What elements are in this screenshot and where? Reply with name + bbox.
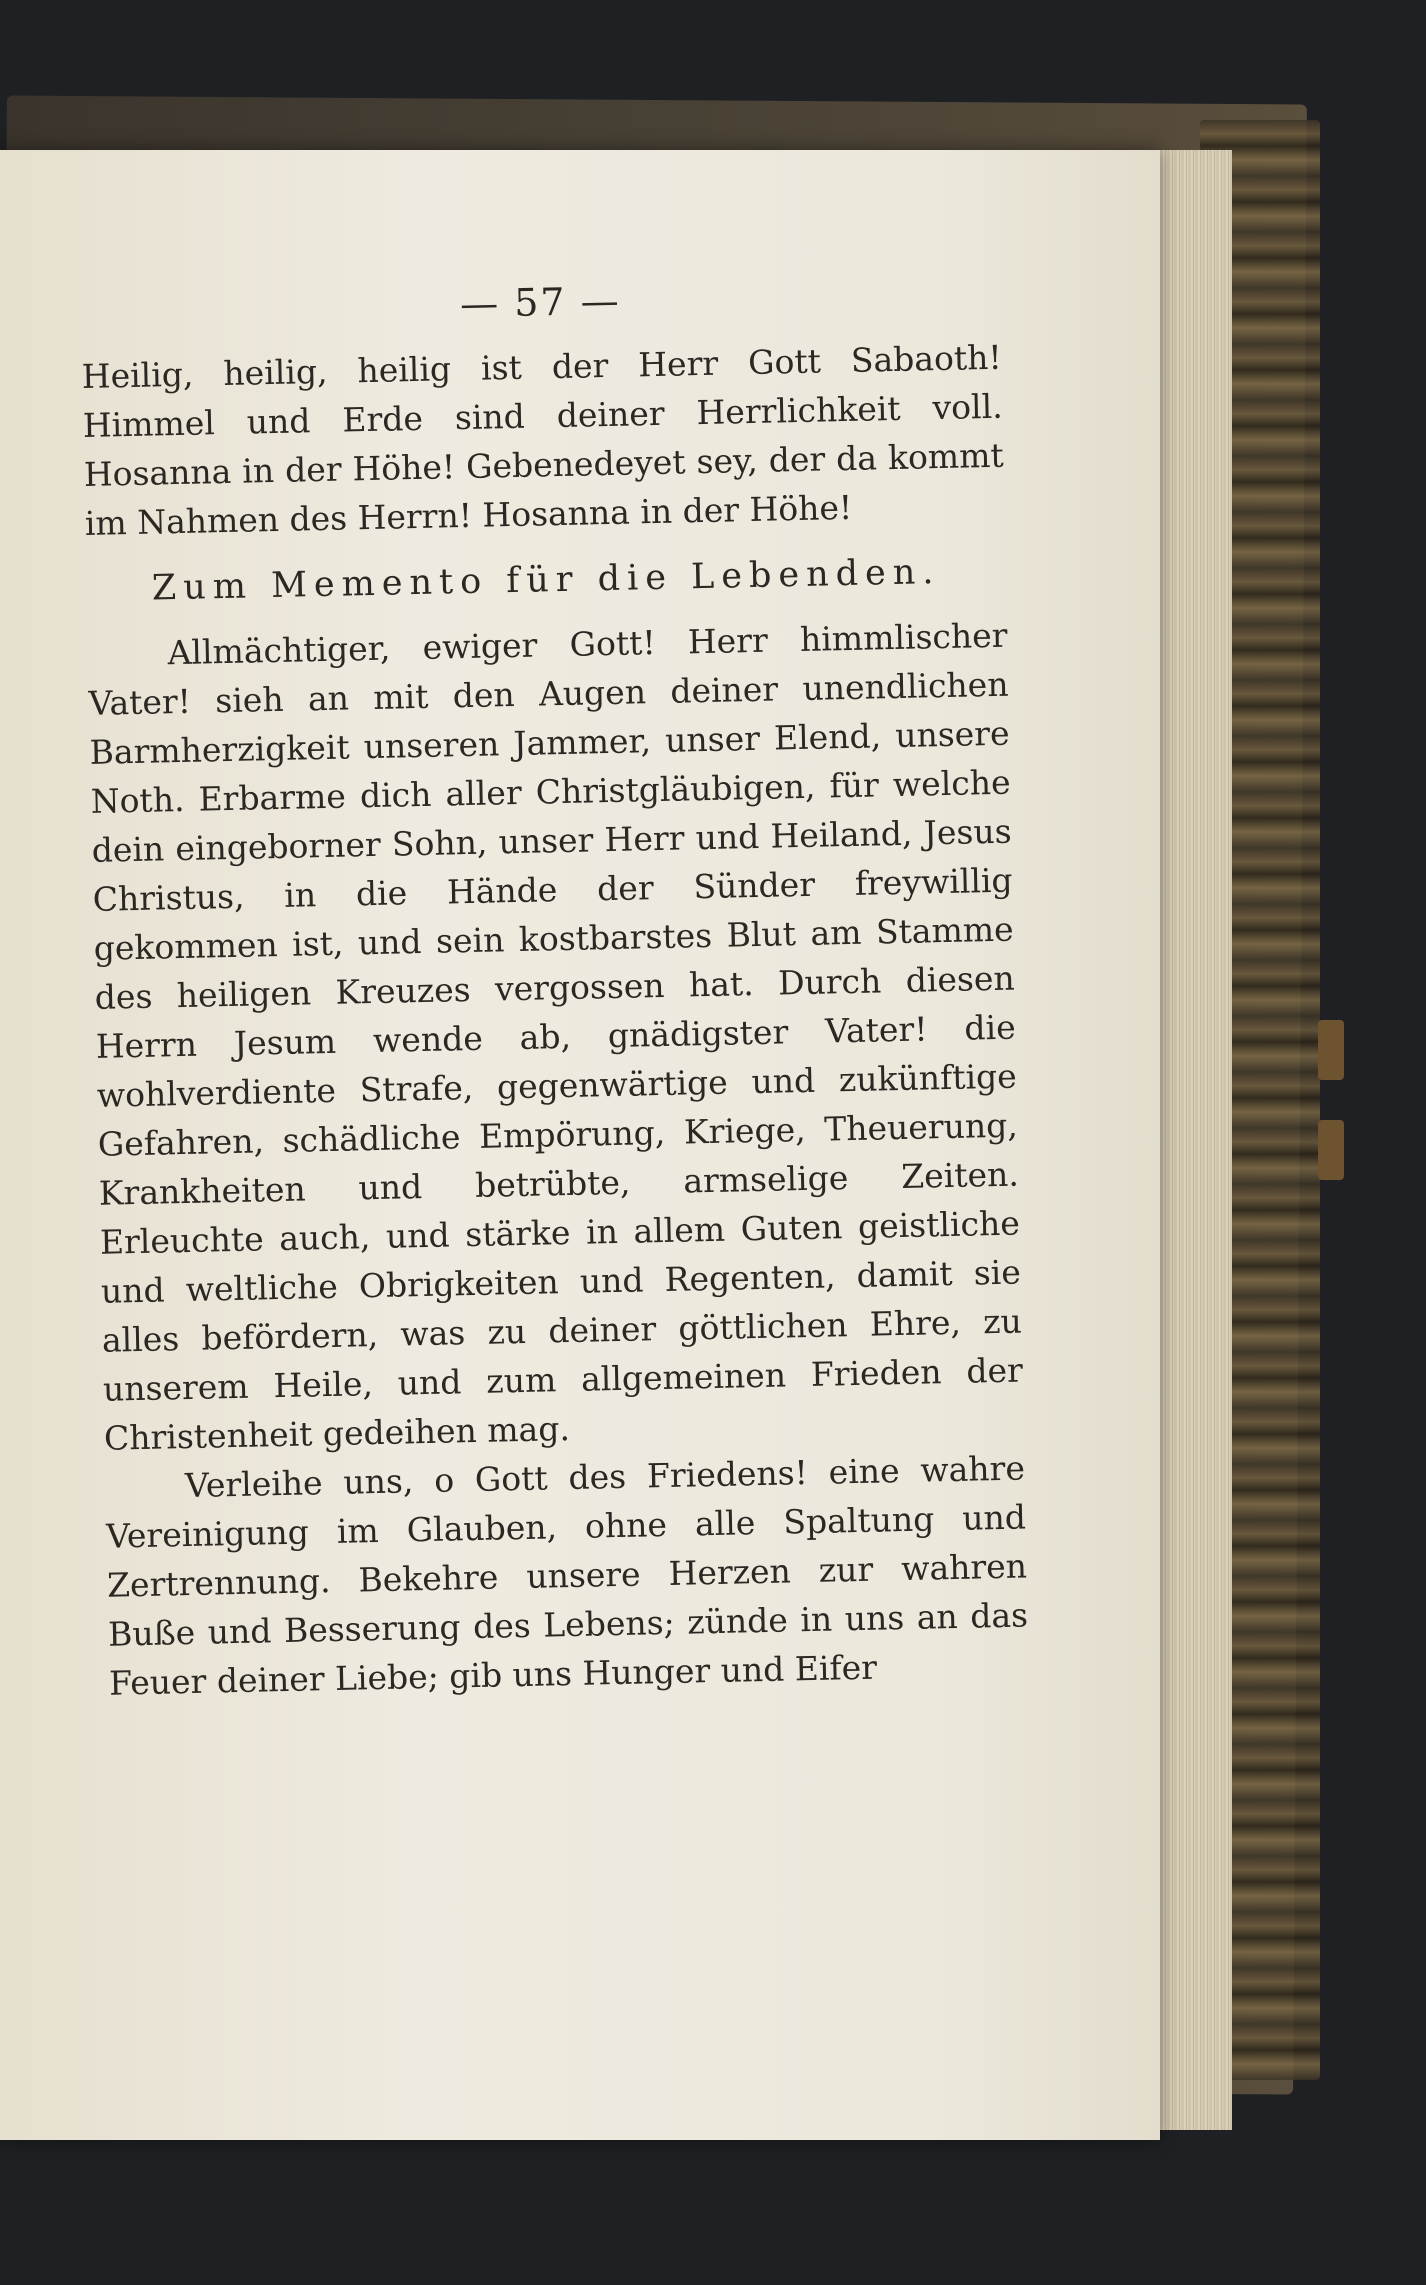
- clasp-upper: [1318, 1020, 1344, 1080]
- clasp-lower: [1318, 1120, 1344, 1180]
- page-edges: [1150, 150, 1232, 2130]
- prayer-paragraph-2: Verleihe uns, o Gott des Friedens! eine wahre Vereinigung im Glauben, ohne alle Spaltung und Zertrennung. Bekehre unsere Herzen zur wahren Buße und Besserung des Lebens; zünde in uns an das Feuer deiner Liebe; gib uns Hunger und Eifer: [105, 1448, 1029, 1703]
- intro-paragraph: Heilig, heilig, heilig ist der Herr Gott Sabaoth! Himmel und Erde sind deiner Herrlichkeit voll. Hosanna in der Höhe! Gebenedeyet sey, der da kommt im Nahmen des Herrn! Hosanna in der Höhe!: [81, 337, 1005, 543]
- page-text: [80, 271, 1029, 1708]
- book-page: [0, 150, 1160, 2140]
- page-number: — 57 —: [459, 278, 622, 327]
- prayer-paragraph-1: Allmächtiger, ewiger Gott! Herr himmlischer Vater! sieh an mit den Augen deiner unendlichen Barmherzigkeit unseren Jammer, unser Elend, unsere Noth. Erbarme dich aller Christgläubigen, für welche dein eingeborner Sohn, unser Herr und Heiland, Jesus Christus, in die Hände der Sünder freywillig gekommen ist, und sein kostbarstes Blut am Stamme des heiligen Kreuzes vergossen hat. Durch diesen Herrn Jesum wende ab, gnädigster Vater! die wohlverdiente Strafe, gegenwärtige und zukünftige Gefahren, schädliche Empörung, Kriege, Theuerung, Krankheiten und betrübte, armselige Zeiten. Erleuchte auch, und stärke in allem Guten geistliche und weltliche Obrigkeiten und Regenten, damit sie alles befördern, was zu deiner göttlichen Ehre, zu unserem Heile, und zum allgemeinen Frieden der Christenheit gedeihen mag.: [88, 615, 1024, 1458]
- section-heading: Zum Memento für die Lebenden.: [151, 552, 941, 609]
